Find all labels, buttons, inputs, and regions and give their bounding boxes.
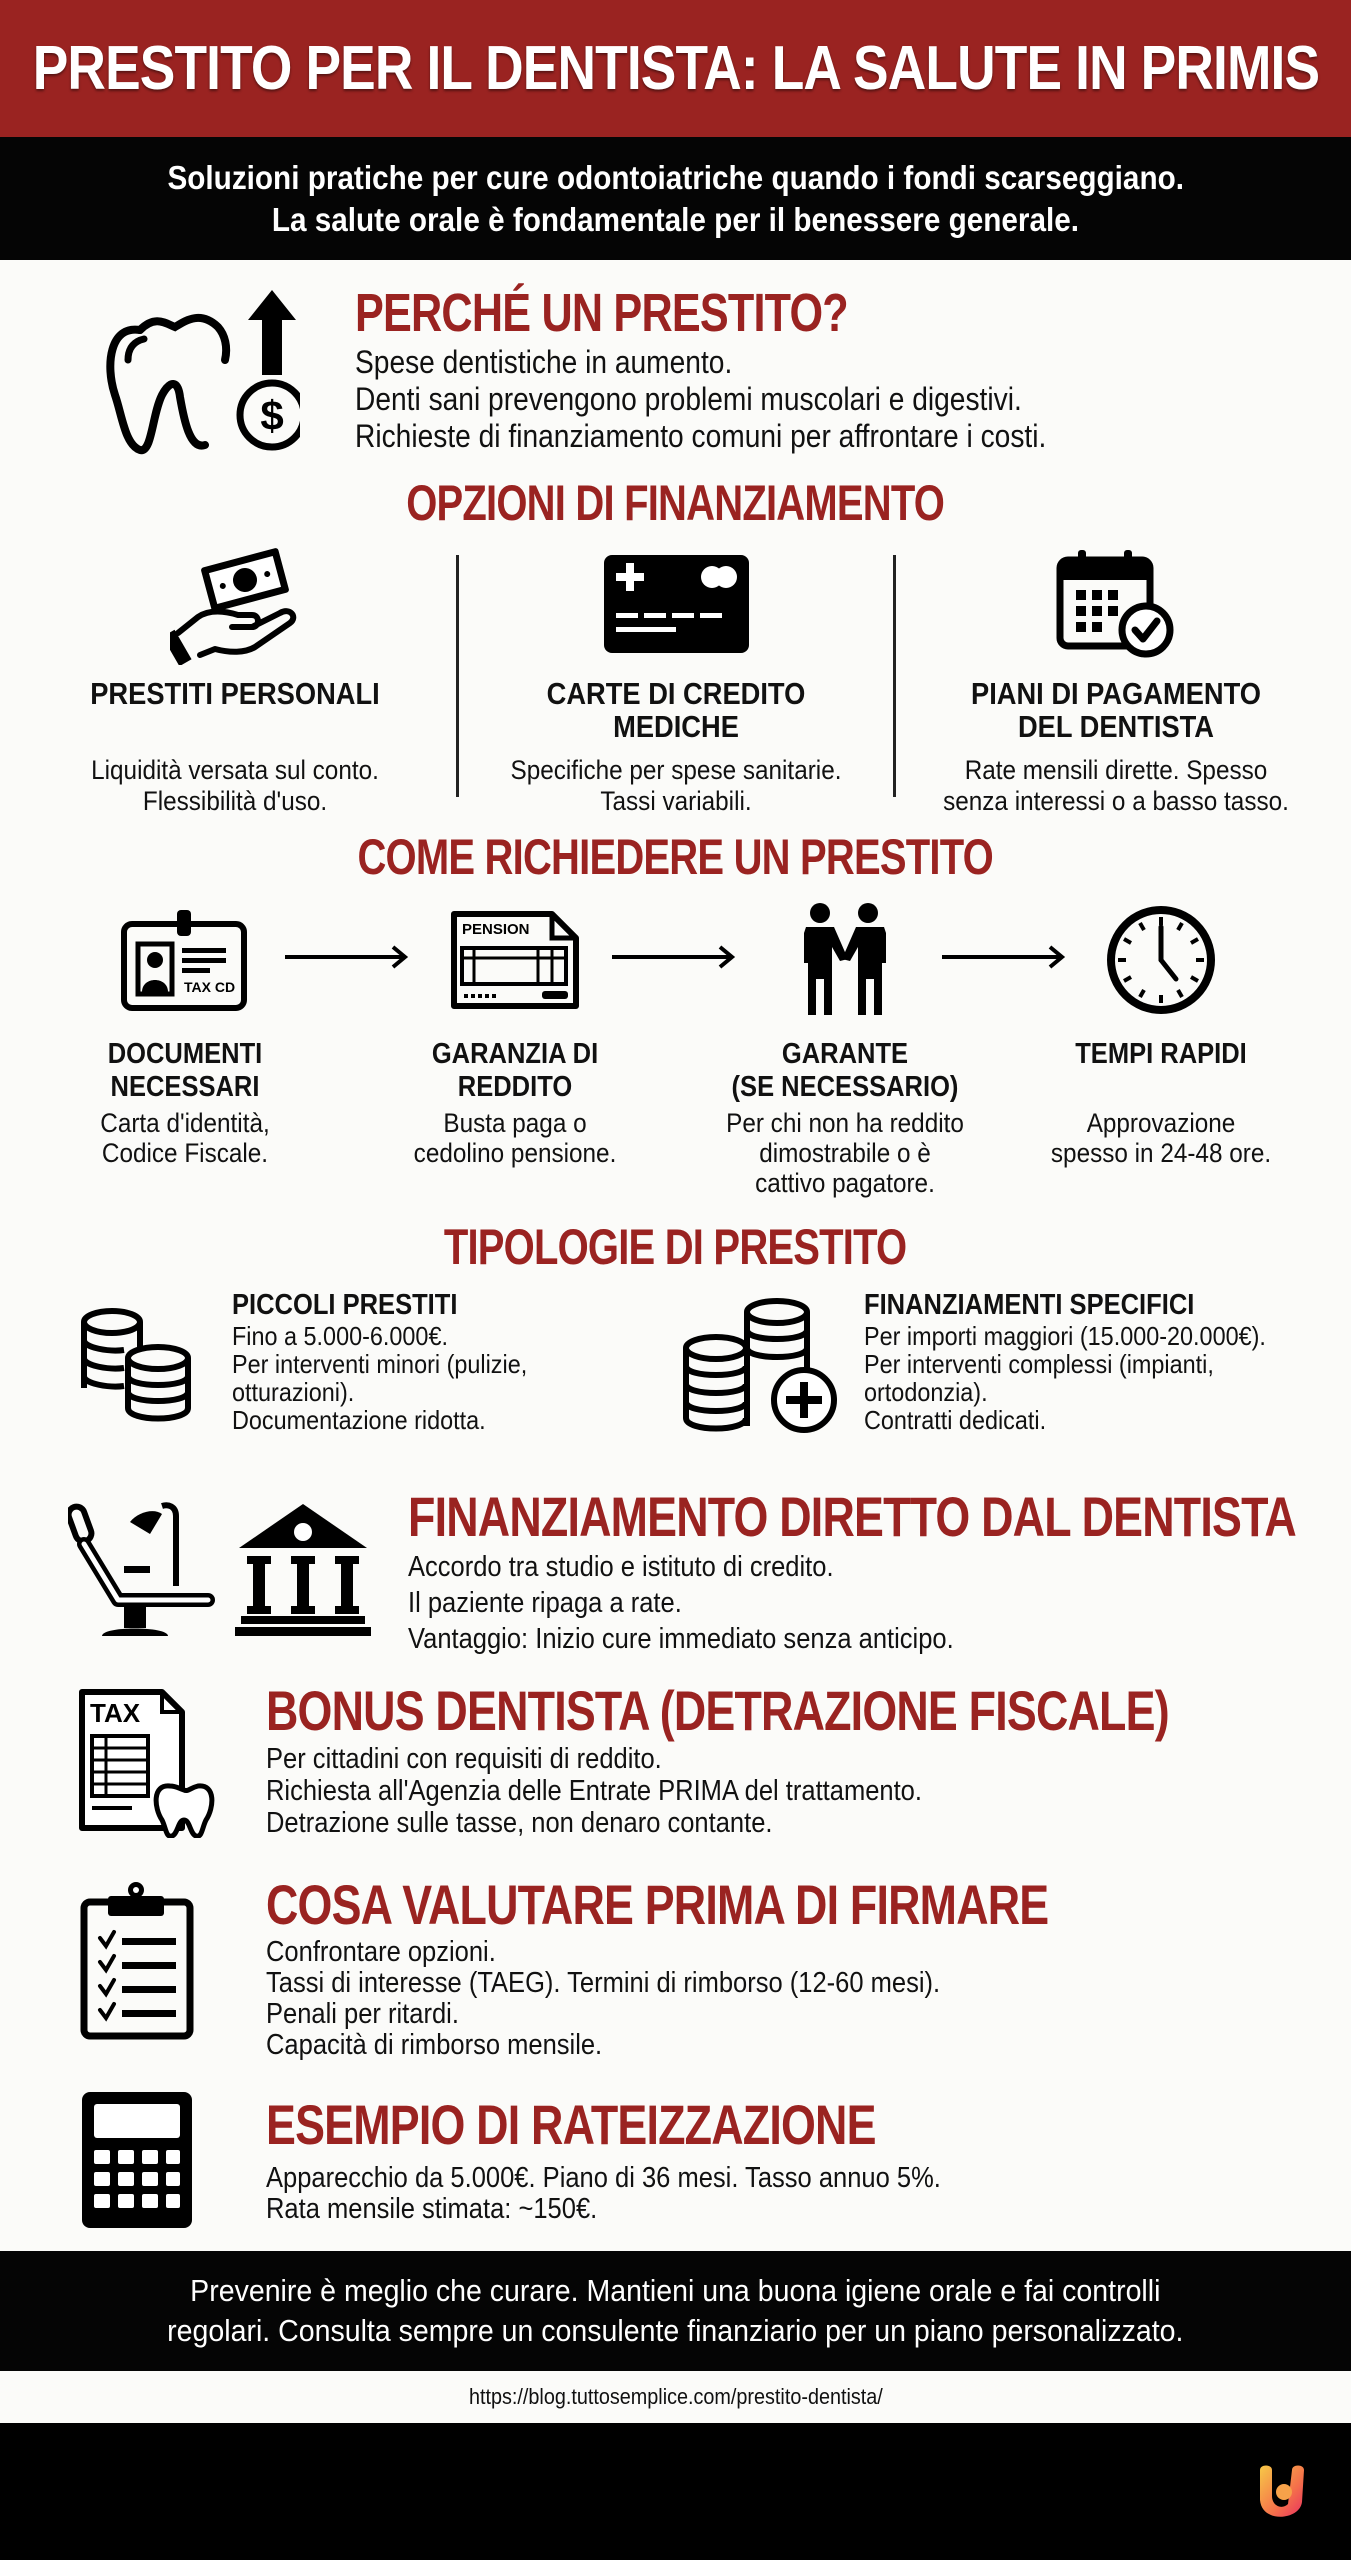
coin-stacks-icon	[80, 1308, 195, 1423]
subtitle-banner	[0, 137, 1351, 260]
example-line: Apparecchio da 5.000€. Piano di 36 mesi. Tasso annuo 5%.	[266, 2162, 941, 2194]
type-line: Per importi maggiori (15.000-20.000€).	[864, 1321, 1266, 1351]
tax-document-tooth-icon	[78, 1688, 223, 1838]
step-title: DOCUMENTI	[107, 1038, 263, 1070]
step-desc: Per chi non ha reddito	[726, 1108, 964, 1138]
type-title: FINANZIAMENTI SPECIFICI	[864, 1289, 1195, 1321]
option-title: CARTE DI CREDITO	[546, 676, 806, 711]
step-desc: Approvazione	[1086, 1108, 1236, 1138]
clock-icon	[1016, 900, 1306, 1020]
evaluate-line: Confrontare opzioni.	[266, 1936, 496, 1968]
bonus-line: Richiesta all'Agenzia delle Entrate PRIMA del trattamento.	[266, 1775, 922, 1807]
section-title: TIPOLOGIE DI PRESTITO	[444, 1219, 907, 1275]
section-title: COME RICHIEDERE UN PRESTITO	[357, 829, 994, 885]
types-heading	[0, 1218, 1351, 1276]
step-title: (SE NECESSARIO)	[731, 1071, 959, 1103]
footer-line: Prevenire è meglio che curare. Mantieni una buona igiene orale e fai controlli	[190, 2273, 1161, 2308]
coin-stacks-plus-icon	[682, 1298, 842, 1438]
svg-text:TAX: TAX	[90, 1698, 141, 1728]
type-line: otturazioni).	[232, 1377, 355, 1407]
type-small-loans	[232, 1288, 560, 1434]
example-line: Rata mensile stimata: ~150€.	[266, 2193, 598, 2225]
step-desc: dimostrabile o è	[759, 1138, 931, 1168]
option-title: MEDICHE	[613, 709, 739, 744]
step-desc: cedolino pensione.	[413, 1138, 617, 1168]
option-desc: senza interessi o a basso tasso.	[943, 786, 1289, 816]
option-personal-loans	[15, 545, 455, 817]
direct-line: Accordo tra studio e istituto di credito.	[408, 1551, 834, 1583]
step-income-guarantee	[370, 900, 660, 1168]
option-medical-credit-cards	[456, 545, 896, 817]
option-desc: Specifiche per spese sanitarie.	[510, 755, 842, 785]
section-title: PERCHÉ UN PRESTITO?	[355, 283, 848, 343]
option-desc: Liquidità versata sul conto.	[91, 755, 379, 785]
step-desc: Codice Fiscale.	[101, 1138, 269, 1168]
section-title: BONUS DENTISTA (DETRAZIONE FISCALE)	[266, 1679, 1169, 1742]
why-section	[355, 282, 1141, 455]
dental-chair-icon	[68, 1500, 218, 1640]
option-desc: Tassi variabili.	[600, 786, 752, 816]
bonus-line: Detrazione sulle tasse, non denaro contante.	[266, 1807, 773, 1839]
option-desc: Flessibilità d'uso.	[142, 786, 328, 816]
step-desc: spesso in 24-48 ore.	[1050, 1138, 1272, 1168]
step-fast-times	[1016, 900, 1306, 1168]
step-title: REDDITO	[457, 1071, 573, 1103]
section-title: ESEMPIO DI RATEIZZAZIONE	[266, 2093, 876, 2156]
type-line: Per interventi minori (pulizie,	[232, 1349, 528, 1379]
evaluate-line: Tassi di interesse (TAEG). Termini di rimborso (12-60 mesi).	[266, 1967, 941, 1999]
subtitle-line: Soluzioni pratiche per cure odontoiatriche quando i fondi scarseggiano.	[167, 158, 1184, 196]
footer-banner	[0, 2251, 1351, 2371]
step-desc: cattivo pagatore.	[755, 1168, 935, 1198]
footer-line: regolari. Consulta sempre un consulente finanziario per un piano personalizzato.	[167, 2313, 1184, 2348]
calendar-check-icon	[896, 545, 1336, 665]
source-url-bar	[0, 2371, 1351, 2423]
step-desc: Busta paga o	[443, 1108, 587, 1138]
direct-line: Vantaggio: Inizio cure immediato senza anticipo.	[408, 1623, 954, 1655]
evaluate-line: Penali per ritardi.	[266, 1998, 459, 2030]
step-documents	[40, 900, 330, 1168]
title-banner	[0, 0, 1351, 137]
why-line: Denti sani prevengono problemi muscolari e digestivi.	[355, 381, 1022, 417]
subtitle-line: La salute orale è fondamentale per il benessere generale.	[271, 200, 1080, 238]
direct-line: Il paziente ripaga a rate.	[408, 1587, 682, 1619]
option-title: PRESTITI PERSONALI	[90, 676, 380, 711]
evaluate-section	[266, 1872, 1244, 2061]
bottom-bar	[0, 2423, 1351, 2560]
why-line: Spese dentistiche in aumento.	[355, 344, 733, 380]
type-line: Per interventi complessi (impianti,	[864, 1349, 1214, 1379]
svg-text:TAX CD: TAX CD	[184, 978, 236, 995]
example-section	[266, 2092, 1033, 2225]
options-heading	[0, 474, 1351, 532]
type-line: Fino a 5.000-6.000€.	[232, 1321, 448, 1351]
type-title: PICCOLI PRESTITI	[232, 1289, 458, 1321]
step-title: GARANTE	[781, 1038, 909, 1070]
clipboard-checklist-icon	[80, 1880, 195, 2040]
direct-financing-section	[408, 1484, 1351, 1657]
step-title: TEMPI RAPIDI	[1075, 1038, 1247, 1070]
type-line: Documentazione ridotta.	[232, 1405, 486, 1435]
evaluate-line: Capacità di rimborso mensile.	[266, 2029, 603, 2061]
option-dentist-payment-plans	[896, 545, 1336, 817]
page-title: PRESTITO PER IL DENTISTA: LA SALUTE IN PRIMIS	[32, 34, 1319, 103]
calculator-icon	[80, 2090, 195, 2230]
step-title: GARANZIA DI	[431, 1038, 599, 1070]
steps-heading	[0, 828, 1351, 886]
bonus-line: Per cittadini con requisiti di reddito.	[266, 1743, 662, 1775]
section-title: FINANZIAMENTO DIRETTO DAL DENTISTA	[408, 1485, 1296, 1548]
bank-icon	[233, 1502, 373, 1637]
type-specific-financing	[864, 1288, 1311, 1434]
section-title: COSA VALUTARE PRIMA DI FIRMARE	[266, 1873, 1049, 1936]
svg-text:PENSION: PENSION	[461, 920, 530, 938]
option-desc: Rate mensili dirette. Spesso	[964, 755, 1268, 785]
bonus-section	[266, 1678, 1351, 1839]
section-title: OPZIONI DI FINANZIAMENTO	[406, 475, 945, 531]
svg-text:$: $	[260, 392, 284, 439]
type-line: Contratti dedicati.	[864, 1405, 1047, 1435]
tooth-dollar-up-icon	[100, 285, 300, 455]
source-url-link[interactable]: https://blog.tuttosemplice.com/prestito-dentista/	[468, 2384, 883, 2409]
type-line: ortodonzia).	[864, 1377, 988, 1407]
step-title: NECESSARI	[110, 1071, 260, 1103]
medical-card-icon	[456, 545, 896, 665]
why-line: Richieste di finanziamento comuni per affrontare i costi.	[355, 418, 1047, 454]
option-title: PIANI DI PAGAMENTO	[970, 676, 1261, 711]
step-desc: Carta d'identità,	[100, 1108, 270, 1138]
option-title: DEL DENTISTA	[1017, 709, 1215, 744]
tuttosemplice-logo-icon	[1248, 2462, 1312, 2531]
cash-hand-icon	[15, 545, 455, 665]
